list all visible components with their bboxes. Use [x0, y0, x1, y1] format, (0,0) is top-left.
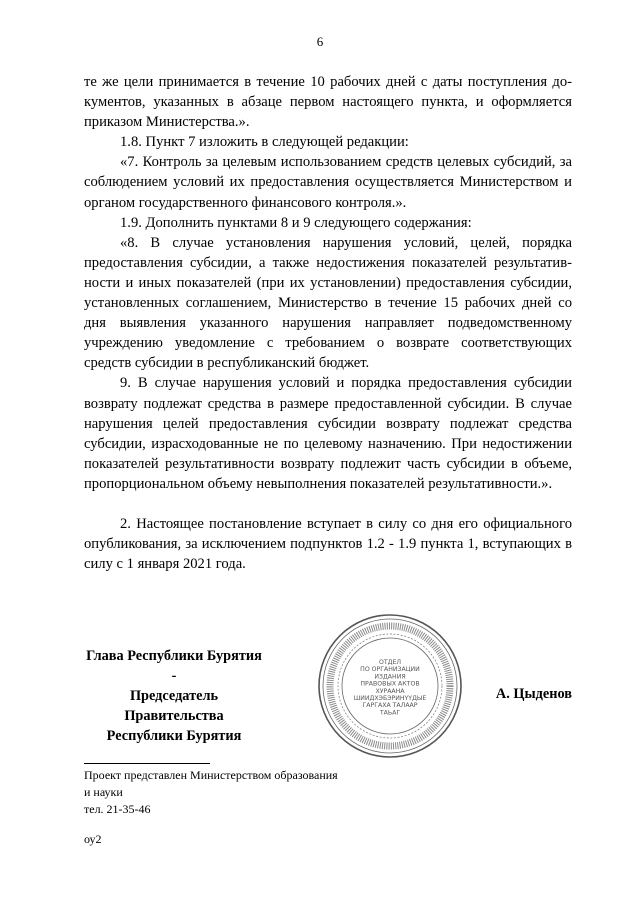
footnote-divider — [84, 763, 210, 764]
seal-text-line: ХУРААНА — [375, 687, 405, 695]
paragraph: те же цели принимается в течение 10 рабочих дней с даты поступления документов, указанных в абзаце первом настоящего пункта, и оформляется приказом Министерства.». — [84, 74, 572, 131]
signer-position: Глава Республики Бурятия - Председатель Правительства Республики Бурятия — [86, 648, 262, 744]
seal-text-line: ПРАВОВЫХ АКТОВ — [360, 680, 420, 688]
seal-text-line: ПО ОРГАНИЗАЦИИ — [360, 666, 420, 674]
seal-text-line: ШИИДХЭБЭРИНҮҮДЫЕ — [353, 695, 427, 702]
footnote: Проект представлен Министерством образования и науки тел. 21-35-46 — [84, 768, 338, 816]
seal-text-line: ТАЬАГ — [379, 709, 401, 717]
signature-block — [84, 646, 572, 744]
paragraph: 1.8. Пункт 7 изложить в следующей редакции: — [120, 134, 409, 151]
document-code: оу2 — [84, 832, 102, 846]
body-text — [84, 72, 572, 574]
seal-text-line: ИЗДАНИЯ — [374, 673, 406, 681]
paragraph: «8. В случае установления нарушения условий, целей, порядка предоставления субсидии, а также недостижения показателей результативности и иных показателей (при их установлении) предоставления субсидии, установленных соглашением, Министерство в течение 15 рабочих дней со дня выявления указанного нарушения направляет подведомственному учреждению уведомление с требованием о возврате соответствующих средств субсидии в республиканский бюджет. — [84, 234, 572, 372]
page-number: 6 — [316, 34, 324, 49]
signer-name: А. Цыденов — [495, 686, 572, 702]
seal-text-line: ОТДЕЛ — [378, 659, 402, 666]
seal-stamp-icon — [316, 612, 464, 760]
seal-text-line: ГАРГАХА ТАЛААР — [362, 702, 418, 710]
paragraph: 2. Настоящее постановление вступает в силу со дня его официального опубликования, за исключением подпунктов 1.2 - 1.9 пункта 1, вступающих в силу с 1 января 2021 года. — [84, 515, 572, 573]
paragraph: «7. Контроль за целевым использованием средств целевых субсидий, за соблюдением условий их предоставления осуществляется Министерством и органом государственного финансового контроля.». — [84, 154, 572, 211]
paragraph: 9. В случае нарушения условий и порядка предоставления субсидии возврату подлежат средства в размере предоставленной субсидии. В случае нарушения целей предоставления субсидии возврату подлежат средства субсидии, израсходованные не по целевому назначению. При недостижении показателей результативности возврату подлежит часть субсидии в объеме, пропорциональном объему невыполнения показателей результативности.». — [84, 375, 572, 492]
paragraph: 1.9. Дополнить пунктами 8 и 9 следующего содержания: — [120, 214, 472, 231]
